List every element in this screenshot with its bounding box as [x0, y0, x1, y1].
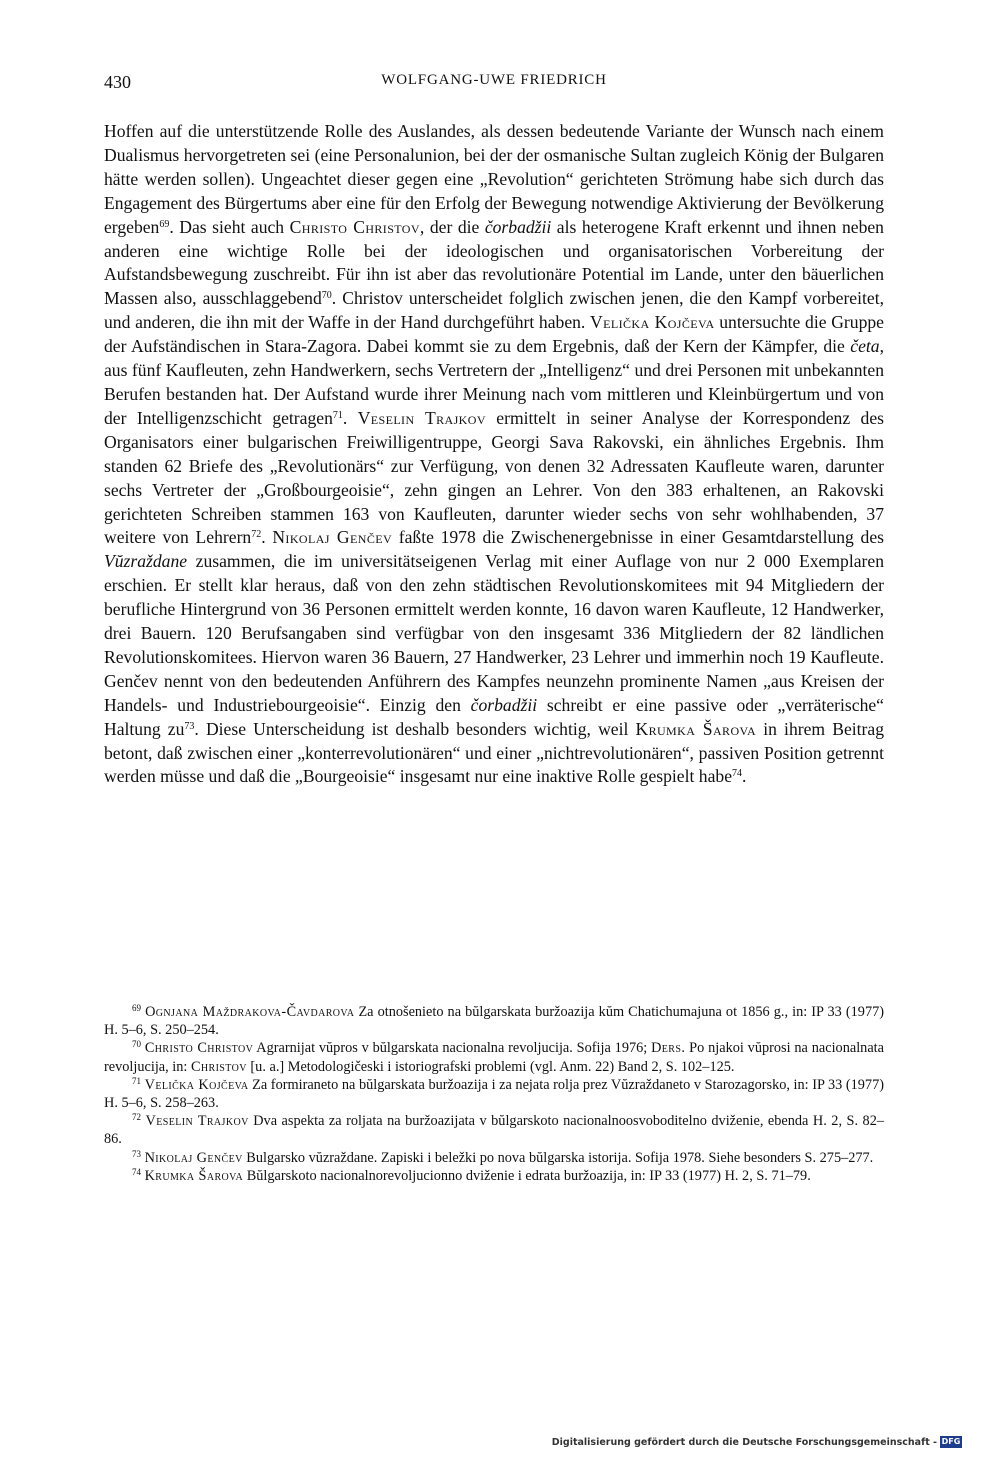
author-name: Veselin Trajkov: [357, 407, 486, 428]
body-paragraph: [104, 120, 884, 789]
footnote-text: [u. a.] Metodologičeski i istoriografski problemi (vgl. Anm. 22) Band 2, S. 102–125.: [246, 1058, 735, 1075]
footnote-ref-71: 71: [332, 409, 343, 421]
digitization-notice: [552, 1436, 962, 1448]
footnote-number: 72: [132, 1112, 141, 1123]
footnote-number: 71: [132, 1075, 141, 1086]
text-run: .: [742, 766, 747, 787]
text-run: .: [261, 527, 273, 548]
text-run: ermittelt in seiner Analyse der Korrespondenz des Organisators einer bulgarischen Freiwilligentruppe, Georgi Sava Rakovski, ein ähnliches Ergebnis. Ihm standen 62 Briefe des „Revolutionärs“ zur Verfügung, von denen 32 Adressaten Kaufleute waren, darunter sechs Vertreter der „Großbourgeoisie“, zehn gingen an Lehrer. Von den 383 erhaltenen, an Rakovski gerichteten Schreiben stammen 163 von Kaufleuten, darunter wieder sechs von sehr wohlhabenden, 37 weitere von Lehrern: [104, 407, 885, 548]
footnote-author: Christo Christov: [144, 1040, 254, 1057]
footnote-ref-74: 74: [732, 768, 742, 780]
running-title: WOLFGANG-UWE FRIEDRICH: [381, 72, 607, 88]
footnote-text: Za otnošenieto na bŭlgarskata buržoazija kŭm Chatichumajuna ot 1856 g., in: IP 33 (1977) H. 5–6, S. 250–254.: [104, 1004, 885, 1039]
dfg-logo-icon: DFG: [941, 1437, 961, 1446]
text-run: schreibt er eine passive oder „verräterische“ Haltung zu: [104, 694, 884, 739]
footnote-author: Krumka Šarova: [144, 1167, 244, 1184]
footnote-author: Velička Kojčeva: [144, 1076, 249, 1093]
footnote: [104, 1167, 884, 1185]
author-name: Velička Kojčeva: [590, 312, 715, 333]
footnote-number: 70: [132, 1039, 141, 1050]
italic-term: četa: [850, 336, 880, 357]
author-name: Nikolaj Genčev: [272, 527, 393, 548]
footnote: [104, 1149, 884, 1167]
footnote-text: Agrarnijat vŭpros v bŭlgarskata nacionalna revoljucija. Sofija 1976;: [253, 1040, 652, 1057]
page-header: [104, 72, 884, 102]
text-run: . Diese Unterscheidung ist deshalb besonders wichtig, weil: [194, 718, 636, 739]
author-name: Christo Christov: [289, 216, 420, 237]
text-run: , der die: [419, 216, 485, 237]
italic-term: čorbadžii: [484, 216, 552, 237]
text-run: , aus fünf Kaufleuten, zehn Handwerkern, sechs Vertretern der „Intelligenz“ und drei Personen mit unbekannten Berufen bestanden hat. Der Aufstand wurde ihrer Meinung nach vom mittleren und Kleinbürgertum und von der Intelligenzschicht getragen: [104, 336, 884, 428]
footnote-number: 69: [132, 1003, 141, 1013]
footnote: [104, 1003, 884, 1039]
text-run: untersuchte die Gruppe der Aufständischen in Stara-Zagora. Dabei kommt sie zu dem Ergebnis, daß der Kern der Kämpfer, die: [104, 312, 884, 357]
text-run: . Das sieht auch: [169, 216, 290, 237]
footnotes: [104, 1003, 884, 1185]
text-run: als heterogene Kraft erkennt und ihnen neben anderen eine wichtige Rolle bei der ideologischen und organisatorischen Vorbereitung der Aufstandsbewegung zuschreibt. Für ihn ist aber das revolutionäre Potential im Lande, unter den bäuerlichen Massen also, ausschlaggebend: [104, 216, 884, 309]
text-run: in ihrem Beitrag betont, daß zwischen einer „konterrevolutionären“ und einer „nichtrevolutionären“, passiven Position getrennt werden müsse und daß die „Bourgeoisie“ insgesamt nur eine inaktive Rolle gespielt habe: [104, 718, 885, 787]
footnote-number: 73: [132, 1148, 141, 1159]
text-run: Hoffen auf die unterstützende Rolle des Auslandes, als dessen bedeutende Variante der Wunsch nach einem Dualismus hervorgetreten sei (eine Personalunion, bei der der osmanische Sultan zugleich König der Bulgaren hätte werden sollen). Ungeachtet dieser gegen eine „Revolution“ gerichteten Strömung habe sich durch das Engagement des Bürgertums aber eine für den Erfolg der Bewegung notwendige Aktivierung der Bevölkerung ergeben: [104, 121, 884, 237]
digitization-text: Digitalisierung gefördert durch die Deutsche Forschungsgemeinschaft -: [551, 1436, 937, 1448]
page-number: 430: [104, 72, 131, 92]
footnote-text: Za formiraneto na bŭlgarskata buržoazija i za nejata rolja prez Vŭzraždaneto v Starozagorsko, in: IP 33 (1977) H. 5–6, S. 258–263.: [104, 1076, 884, 1112]
footnote: [104, 1039, 884, 1075]
footnote-ref-70: 70: [321, 290, 332, 302]
footnote-ref-73: 73: [184, 720, 195, 732]
footnote-author: Nikolaj Genčev: [144, 1149, 243, 1166]
footnote-text: Po njakoi vŭprosi na nacionalnata revoljucija, in:: [104, 1040, 884, 1075]
italic-term: čorbadžii: [470, 694, 538, 715]
text-run: faßte 1978 die Zwischenergebnisse in einer Gesamtdarstellung des: [392, 527, 884, 548]
italic-term: Vŭzraždane: [104, 551, 188, 572]
footnote-author: Christov: [190, 1058, 247, 1075]
text-run: . Christov unterscheidet folglich zwischen jenen, die den Kampf vorbereitet, und anderen, die ihn mit der Waffe in der Hand durchgeführt haben.: [104, 288, 884, 333]
main-text: [104, 120, 884, 789]
footnote-author: Ders.: [651, 1040, 686, 1057]
footnote: [104, 1076, 884, 1112]
footnote: [104, 1112, 884, 1148]
footnote-text: Bulgarsko vŭzraždane. Zapiski i beležki po nova bŭlgarska istorija. Sofija 1978. Siehe besonders S. 275–277.: [242, 1149, 874, 1166]
footnote-text: Dva aspekta za roljata na buržoazijata v bŭlgarskoto nacionalnoosvoboditelno dviženie, ebenda H. 2, S. 82–86.: [104, 1113, 885, 1148]
footnote-text: Bŭlgarskoto nacionalnorevoljucionno dviženie i edrata buržoazija, in: IP 33 (1977) H. 2, S. 71–79.: [243, 1167, 811, 1184]
footnote-author: Veselin Trajkov: [145, 1113, 249, 1130]
text-run: .: [342, 407, 358, 428]
footnote-number: 74: [132, 1166, 141, 1177]
author-name: Krumka Šarova: [635, 718, 757, 739]
text-run: zusammen, die im universitätseigenen Verlag mit einer Auflage von nur 2 000 Exemplaren erschien. Er stellt klar heraus, daß von den zehn städtischen Revolutionskomitees mit 94 Mitgliedern der berufliche Hintergrund von 36 Personen ermittelt werden konnte, 16 davon waren Kaufleute, 12 Handwerker, drei Bauern. 120 Berufsangaben sind verfügbar von den insgesamt 336 Mitgliedern der 82 ländlichen Revolutionskomitees. Hiervon waren 36 Bauern, 27 Handwerker, 23 Lehrer und immerhin noch 19 Kaufleute. Genčev nennt von den bedeutenden Anführern des Kampfes neunzehn prominente Namen „aus Kreisen der Handels- und Industriebourgeoisie“. Einzig den: [104, 551, 884, 715]
footnote-ref-72: 72: [251, 529, 262, 541]
footnote-ref-69: 69: [159, 218, 170, 230]
footnote-author: Ognjana Maždrakova-Čavdarova: [145, 1004, 355, 1020]
